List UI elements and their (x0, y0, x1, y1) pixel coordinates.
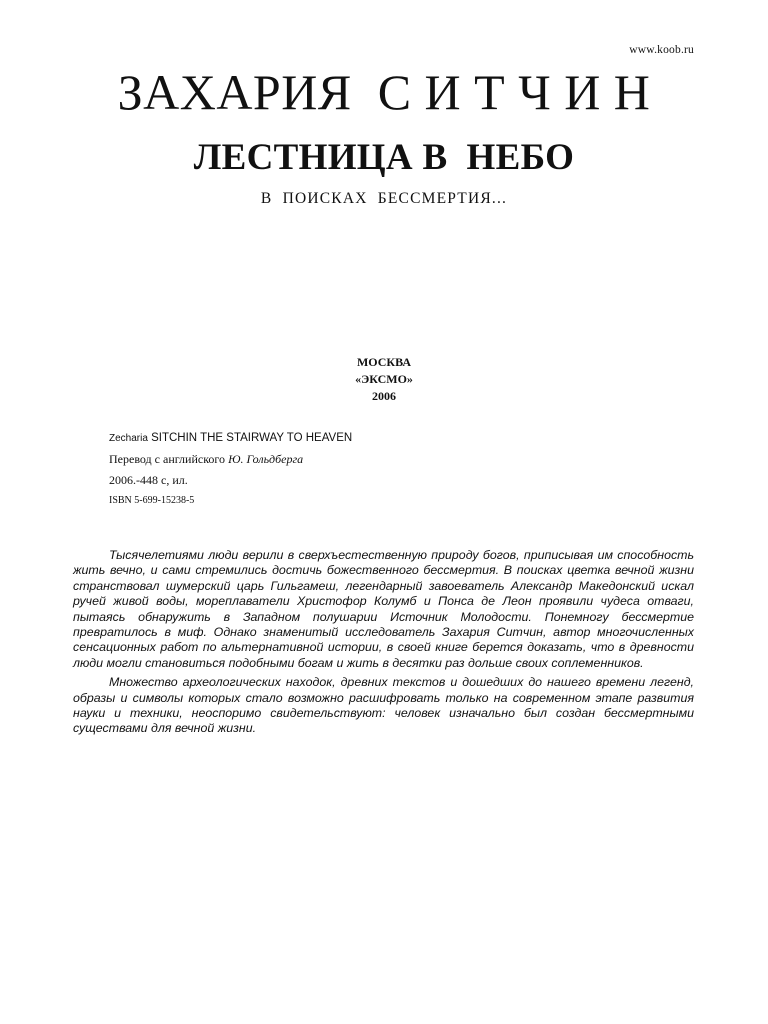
annotation-paragraph: Множество археологических находок, древних текстов и дошедших до нашего времени легенд, образы и символы которых стало возможно расшифровать только на современном этапе развития науки и техники, неоспоримо свидетельствуют: человек изначально был создан бессмертными существами для вечной жизни. (73, 675, 694, 736)
pages-line: 2006.-448 с, ил. (109, 473, 188, 487)
imprint-city: МОСКВА (356, 355, 412, 369)
translation-line (109, 451, 669, 472)
original-author-first: Zecharia (109, 433, 148, 444)
imprint (0, 354, 768, 405)
annotation (73, 548, 694, 741)
imprint-year: 2006 (372, 389, 396, 403)
book-title: ЛЕСТНИЦА В НЕБО (193, 137, 575, 178)
translator-name: Ю. Гольдберга (228, 452, 304, 466)
original-title: SITCHIN THE STAIRWAY TO HEAVEN (147, 432, 353, 444)
annotation-paragraph: Тысячелетиями люди верили в сверхъестественную природу богов, приписывая им способность жить вечно, и сами стремились достичь божественного бессмертия. В поисках цветка вечной жизни странствовал шумерский царь Гильгамеш, легендарный завоеватель Александр Македонский искал ручей живой воды, мореплаватели Христофор Колумб и Понса де Леон проявили чудеса отваги, пытаясь обнаружить в Западном полушарии Источник Молодости. Понемногу бессмертие превратилось в миф. Однако знаменитый исследователь Захария Ситчин, автор многочисленных сенсационных работ по альтернативной истории, в своей книге берется доказать, что в древности люди могли становиться подобными богам и жить в десятки раз дольше своих соплеменников. (73, 548, 694, 670)
book-subtitle: В ПОИСКАХ БЕССМЕРТИЯ... (260, 190, 508, 207)
site-url: www.koob.ru (629, 44, 694, 56)
original-title-line (109, 430, 669, 451)
imprint-publisher: «ЭКСМО» (355, 372, 413, 386)
bibliographic-info (109, 430, 669, 509)
isbn-line: ISBN 5-699-15238-5 (109, 495, 195, 506)
author-name: ЗАХАРИЯ С И Т Ч И Н (117, 64, 651, 120)
translation-prefix: Перевод с английского (109, 452, 229, 466)
